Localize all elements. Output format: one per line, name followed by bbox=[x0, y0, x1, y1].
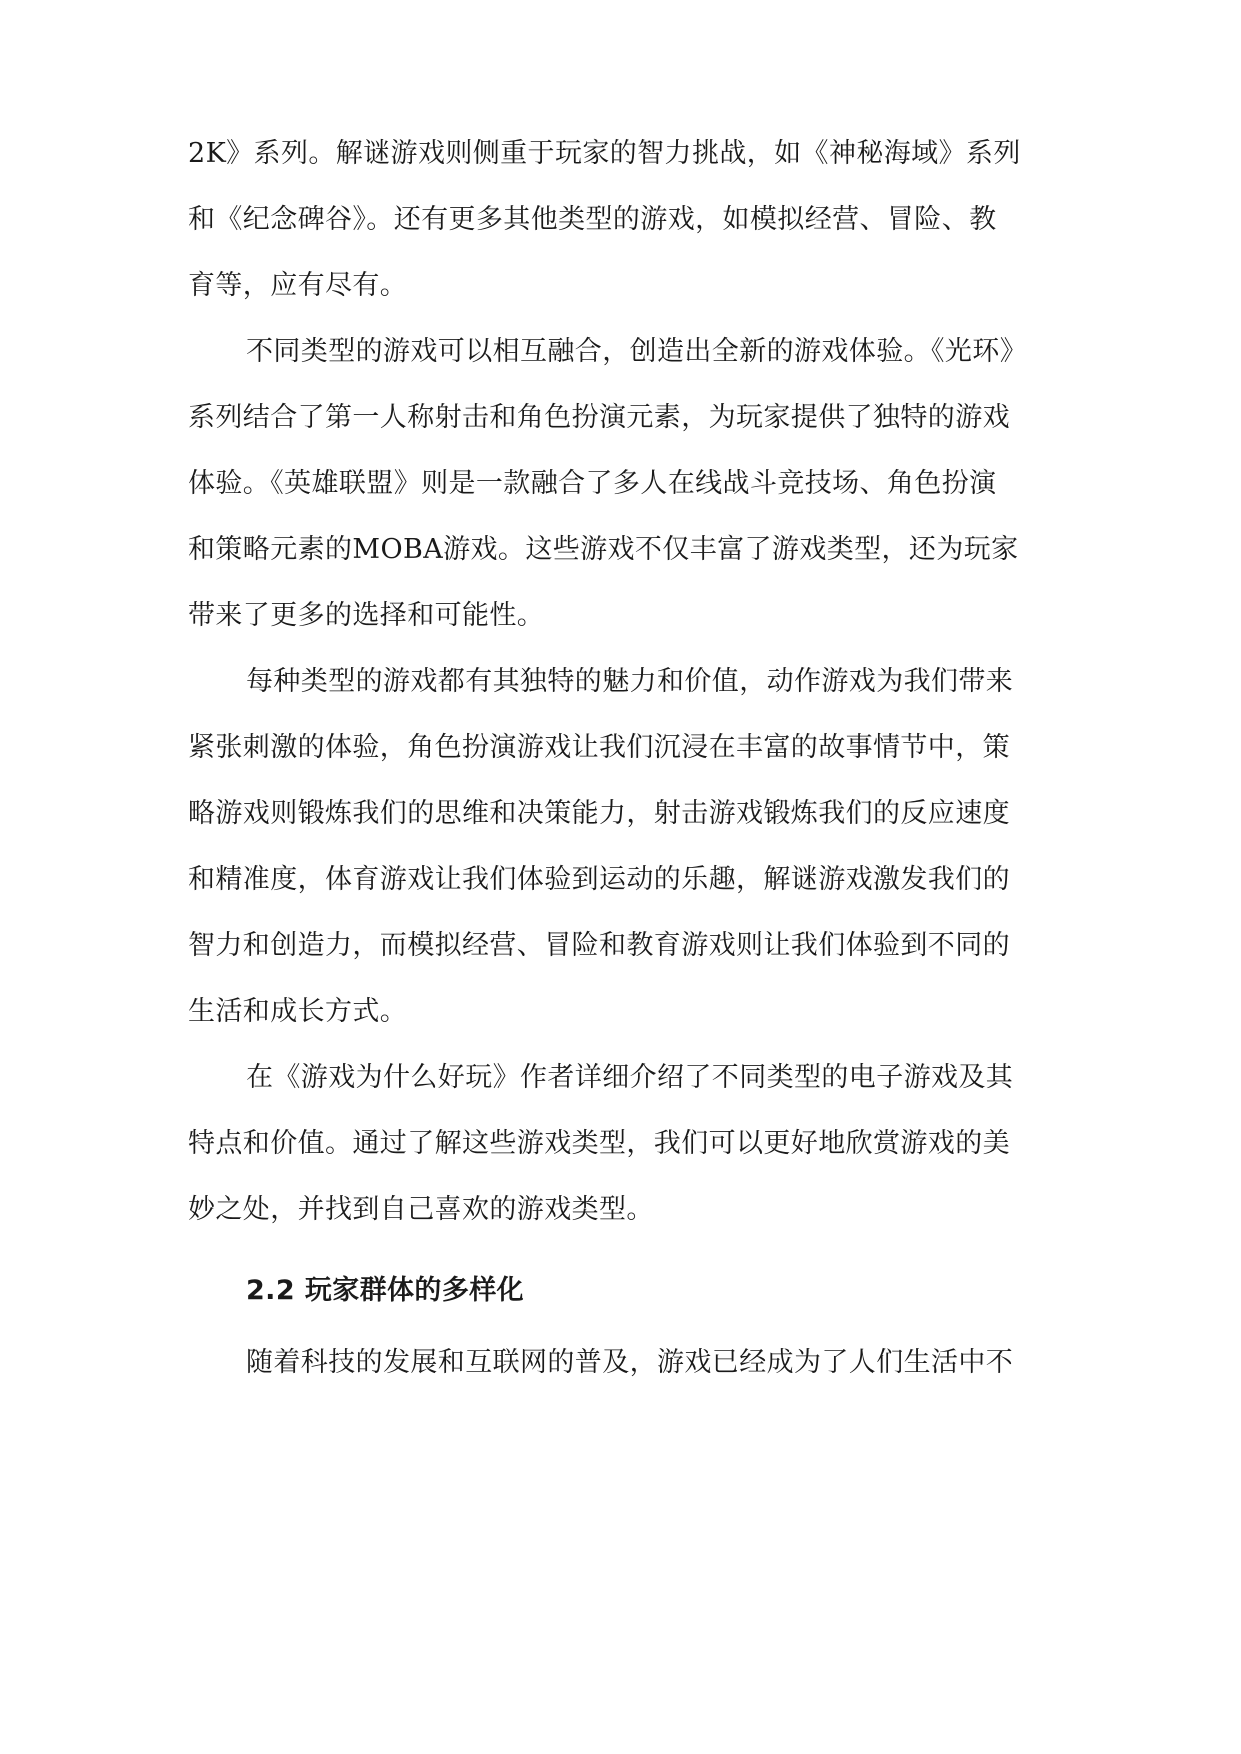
paragraph-3-line-1: 每种类型的游戏都有其独特的魅力和价值，动作游戏为我们带来 bbox=[246, 666, 1014, 697]
section-paragraph-line-1: 随着科技的发展和互联网的普及，游戏已经成为了人们生活中不 bbox=[246, 1347, 1014, 1378]
paragraph-2-line-1: 不同类型的游戏可以相互融合，创造出全新的游戏体验。《光环》 bbox=[246, 336, 1028, 367]
paragraph-2-line-5: 带来了更多的选择和可能性。 bbox=[188, 600, 545, 631]
paragraph-1-line-2: 和《纪念碑谷》。还有更多其他类型的游戏，如模拟经营、冒险、教 bbox=[188, 204, 997, 235]
paragraph-3-line-3: 略游戏则锻炼我们的思维和决策能力，射击游戏锻炼我们的反应速度 bbox=[188, 798, 1010, 829]
paragraph-4-line-1: 在《游戏为什么好玩》作者详细介绍了不同类型的电子游戏及其 bbox=[246, 1062, 1014, 1093]
paragraph-1-line-3: 育等，应有尽有。 bbox=[188, 270, 408, 301]
paragraph-4-line-2: 特点和价值。通过了解这些游戏类型，我们可以更好地欣赏游戏的美 bbox=[188, 1128, 1010, 1159]
paragraph-2-line-4: 和策略元素的MOBA游戏。这些游戏不仅丰富了游戏类型，还为玩家 bbox=[188, 534, 1019, 565]
paragraph-4-line-3: 妙之处，并找到自己喜欢的游戏类型。 bbox=[188, 1194, 654, 1225]
paragraph-2-line-2: 系列结合了第一人称射击和角色扮演元素，为玩家提供了独特的游戏 bbox=[188, 402, 1010, 433]
paragraph-3-line-4: 和精准度，体育游戏让我们体验到运动的乐趣，解谜游戏激发我们的 bbox=[188, 864, 1010, 895]
paragraph-3-line-5: 智力和创造力，而模拟经营、冒险和教育游戏则让我们体验到不同的 bbox=[188, 930, 1010, 961]
paragraph-3-line-6: 生活和成长方式。 bbox=[188, 996, 408, 1027]
paragraph-1-line-1: 2K》系列。解谜游戏则侧重于玩家的智力挑战，如《神秘海域》系列 bbox=[188, 138, 1021, 169]
section-heading: 2.2 玩家群体的多样化 bbox=[246, 1275, 525, 1306]
paragraph-3-line-2: 紧张刺激的体验，角色扮演游戏让我们沉浸在丰富的故事情节中，策 bbox=[188, 732, 1010, 763]
paragraph-2-line-3: 体验。《英雄联盟》则是一款融合了多人在线战斗竞技场、角色扮演 bbox=[188, 468, 997, 499]
